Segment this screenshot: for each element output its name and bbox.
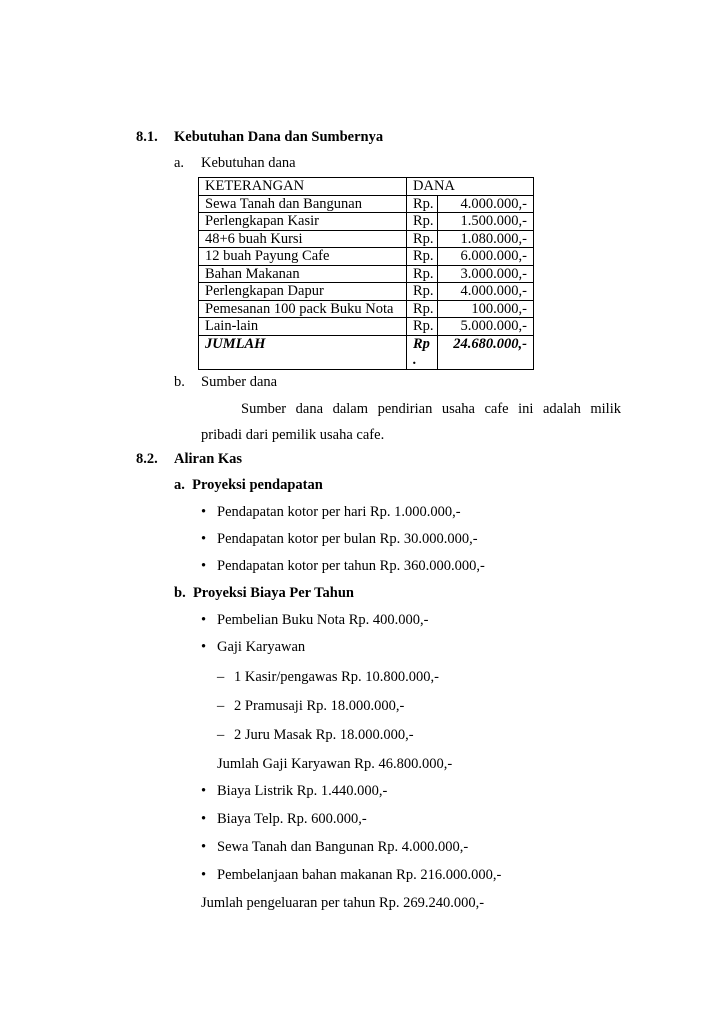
list-item <box>201 638 305 656</box>
total-currency-line2: . <box>413 352 417 368</box>
bullet-icon: • <box>201 811 207 827</box>
list-item <box>201 503 461 521</box>
list-item-text: Biaya Listrik Rp. 1.440.000,- <box>217 783 388 799</box>
section-8-2-number: 8.2. <box>136 451 158 467</box>
list-item-text: Sewa Tanah dan Bangunan Rp. 4.000.000,- <box>217 839 469 855</box>
sub-list-item <box>217 726 414 744</box>
paragraph-line-2: pribadi dari pemilik usaha cafe. <box>201 427 385 443</box>
row-amount: 6.000.000,- <box>438 248 534 266</box>
bullet-icon: • <box>201 531 207 547</box>
proyeksi-biaya-heading: b. Proyeksi Biaya Per Tahun <box>174 585 354 601</box>
table-header-row <box>199 178 534 196</box>
bullet-icon: • <box>201 612 207 628</box>
table-row <box>199 300 534 318</box>
sub-list-item-text: 1 Kasir/pengawas Rp. 10.800.000,- <box>234 669 439 685</box>
paragraph-line-1: Sumber dana dalam pendirian usaha cafe ini adalah milik <box>241 401 621 417</box>
total-label: JUMLAH <box>199 335 407 369</box>
row-currency: Rp. <box>407 265 438 283</box>
table-row <box>199 265 534 283</box>
row-amount: 4.000.000,- <box>438 195 534 213</box>
table-row <box>199 318 534 336</box>
row-currency: Rp. <box>407 248 438 266</box>
sub-list-item <box>217 668 439 686</box>
bullet-icon: • <box>201 504 207 520</box>
sumber-dana-paragraph <box>201 396 621 448</box>
item-a-marker: a. <box>174 155 185 171</box>
bullet-icon: • <box>201 558 207 574</box>
table-row <box>199 195 534 213</box>
sub-list-item-text: 2 Pramusaji Rp. 18.000.000,- <box>234 698 405 714</box>
dash-icon: – <box>217 669 225 685</box>
list-item <box>201 782 387 800</box>
row-amount: 100.000,- <box>438 300 534 318</box>
bullet-icon: • <box>201 867 207 883</box>
row-currency: Rp. <box>407 195 438 213</box>
table-row <box>199 213 534 231</box>
sub-list-item <box>217 697 404 715</box>
item-b-label: Sumber dana <box>201 374 278 390</box>
item-a-label: Kebutuhan dana <box>201 155 296 171</box>
section-8-1-title: Kebutuhan Dana dan Sumbernya <box>174 129 384 145</box>
row-desc: Sewa Tanah dan Bangunan <box>199 195 407 213</box>
bullet-icon: • <box>201 839 207 855</box>
bullet-icon: • <box>201 639 207 655</box>
row-desc: Bahan Makanan <box>199 265 407 283</box>
header-keterangan: KETERANGAN <box>199 178 407 196</box>
row-desc: Perlengkapan Dapur <box>199 283 407 301</box>
funding-table <box>198 177 534 370</box>
row-currency: Rp. <box>407 230 438 248</box>
row-desc: Perlengkapan Kasir <box>199 213 407 231</box>
row-desc: Lain-lain <box>199 318 407 336</box>
row-desc: Pemesanan 100 pack Buku Nota <box>199 300 407 318</box>
list-item-text: Gaji Karyawan <box>217 639 306 655</box>
list-item-text: Pendapatan kotor per hari Rp. 1.000.000,- <box>217 504 461 520</box>
grand-total: Jumlah pengeluaran per tahun Rp. 269.240.000,- <box>201 895 485 911</box>
salary-total: Jumlah Gaji Karyawan Rp. 46.800.000,- <box>217 756 453 772</box>
header-dana: DANA <box>407 178 534 196</box>
row-currency: Rp. <box>407 283 438 301</box>
list-item-text: Pembelanjaan bahan makanan Rp. 216.000.000,- <box>217 867 502 883</box>
dash-icon: – <box>217 698 225 714</box>
row-currency: Rp. <box>407 318 438 336</box>
row-currency: Rp. <box>407 213 438 231</box>
list-item <box>201 557 485 575</box>
sub-list-item-text: 2 Juru Masak Rp. 18.000.000,- <box>234 727 414 743</box>
total-currency <box>407 335 438 369</box>
row-currency: Rp. <box>407 300 438 318</box>
total-amount: 24.680.000,- <box>438 335 534 369</box>
section-8-1-number: 8.1. <box>136 129 158 145</box>
list-item <box>201 611 428 629</box>
row-amount: 5.000.000,- <box>438 318 534 336</box>
row-amount: 4.000.000,- <box>438 283 534 301</box>
table-row <box>199 230 534 248</box>
table-row <box>199 248 534 266</box>
bullet-icon: • <box>201 783 207 799</box>
section-8-2-title: Aliran Kas <box>174 451 243 467</box>
row-amount: 3.000.000,- <box>438 265 534 283</box>
list-item <box>201 810 367 828</box>
list-item-text: Biaya Telp. Rp. 600.000,- <box>217 811 367 827</box>
row-amount: 1.080.000,- <box>438 230 534 248</box>
list-item <box>201 530 478 548</box>
item-b-marker: b. <box>174 374 185 390</box>
row-amount: 1.500.000,- <box>438 213 534 231</box>
list-item <box>201 866 501 884</box>
row-desc: 48+6 buah Kursi <box>199 230 407 248</box>
list-item-text: Pendapatan kotor per tahun Rp. 360.000.000,- <box>217 558 485 574</box>
dash-icon: – <box>217 727 225 743</box>
total-currency-line1: Rp <box>413 335 430 352</box>
proyeksi-pendapatan-heading: a. Proyeksi pendapatan <box>174 477 323 493</box>
list-item <box>201 838 468 856</box>
row-desc: 12 buah Payung Cafe <box>199 248 407 266</box>
table-row <box>199 283 534 301</box>
list-item-text: Pembelian Buku Nota Rp. 400.000,- <box>217 612 429 628</box>
table-total-row <box>199 335 534 369</box>
list-item-text: Pendapatan kotor per bulan Rp. 30.000.000,- <box>217 531 478 547</box>
